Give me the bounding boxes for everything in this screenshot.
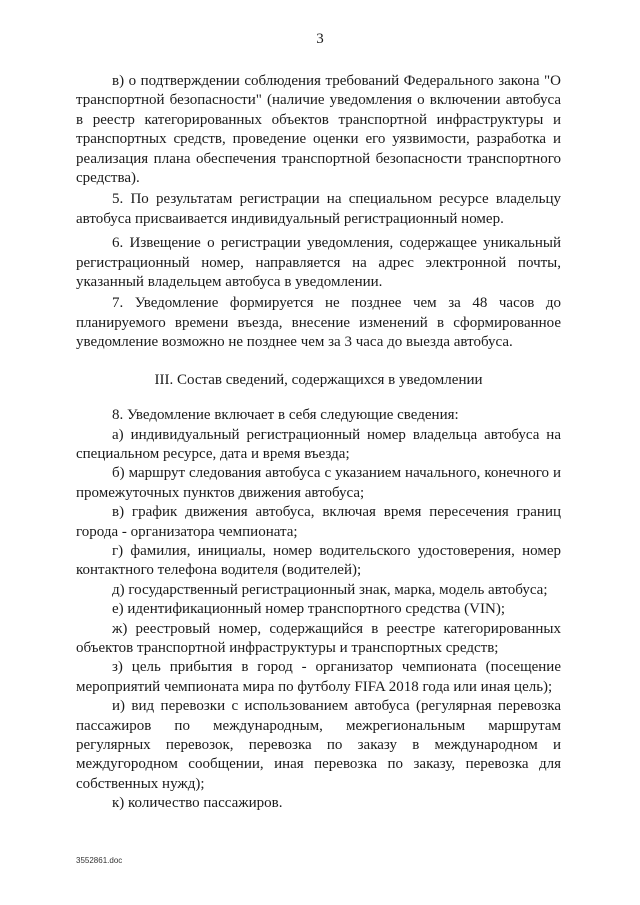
paragraph-8-notification-contents: 8. Уведомление включает в себя следующие сведения: (112, 407, 459, 424)
section-heading: III. Состав сведений, содержащихся в уведомлении (154, 371, 483, 388)
list-item-d: д) государственный регистрационный знак, марка, модель автобуса; (112, 581, 548, 598)
list-item-zh: ж) реестровый номер, содержащийся в реестре категорированных объектов транспортной инфраструктуры и транспортных средств; (76, 620, 561, 656)
list-item-a: а) индивидуальный регистрационный номер владельца автобуса на специальном ресурсе, дата и время въезда; (76, 426, 561, 462)
paragraph-7-notification-deadline: 7. Уведомление формируется не позднее чем за 48 часов до планируемого времени въезда, внесение изменений в сформированное уведомление возможно не позднее чем за 3 часа до выезда автобуса. (76, 295, 561, 351)
paragraph-6-registration-notice: 6. Извещение о регистрации уведомления, содержащее уникальный регистрационный номер, направляется на адрес электронной почты, указанный владельцем автобуса в уведомлении. (76, 235, 561, 291)
footer-filename: 3552861.doc (76, 856, 123, 865)
paragraph-item-v-transport-security: в) о подтверждении соблюдения требований Федерального закона "О транспортной безопасности" (наличие уведомления о включении автобуса в реестр категорированных объектов транспортной инфраструктуры и транспортных средств, проведение оценки его уязвимости, разработка и реализация плана обеспечения транспортной безопасности транспортного средства). (76, 73, 561, 187)
list-item-z: з) цель прибытия в город - организатор чемпионата (посещение мероприятий чемпионата мира по футболу FIFA 2018 года или иная цель); (76, 659, 561, 695)
list-item-v: в) график движения автобуса, включая время пересечения границ города - организатора чемпионата; (76, 504, 561, 540)
list-item-g: г) фамилия, инициалы, номер водительского удостоверения, номер контактного телефона водителя (водителей); (76, 542, 561, 579)
list-item-e: е) идентификационный номер транспортного средства (VIN); (112, 601, 505, 618)
page-number: 3 (316, 31, 324, 47)
paragraph-5-registration-number: 5. По результатам регистрации на специальном ресурсе владельцу автобуса присваивается индивидуальный регистрационный номер. (76, 191, 561, 227)
list-item-k: к) количество пассажиров. (112, 795, 283, 812)
document-body (76, 72, 561, 814)
list-item-i: и) вид перевозки с использованием автобуса (регулярная перевозка пассажиров по международным, межрегиональным маршрутам регулярных перевозок, перевозка по заказу в международном и междугородном сообщении, иная перевозка по заказу, перевозка для собственных нужд); (76, 698, 561, 792)
list-item-b: б) маршрут следования автобуса с указанием начального, конечного и промежуточных пунктов движения автобуса; (76, 465, 561, 501)
